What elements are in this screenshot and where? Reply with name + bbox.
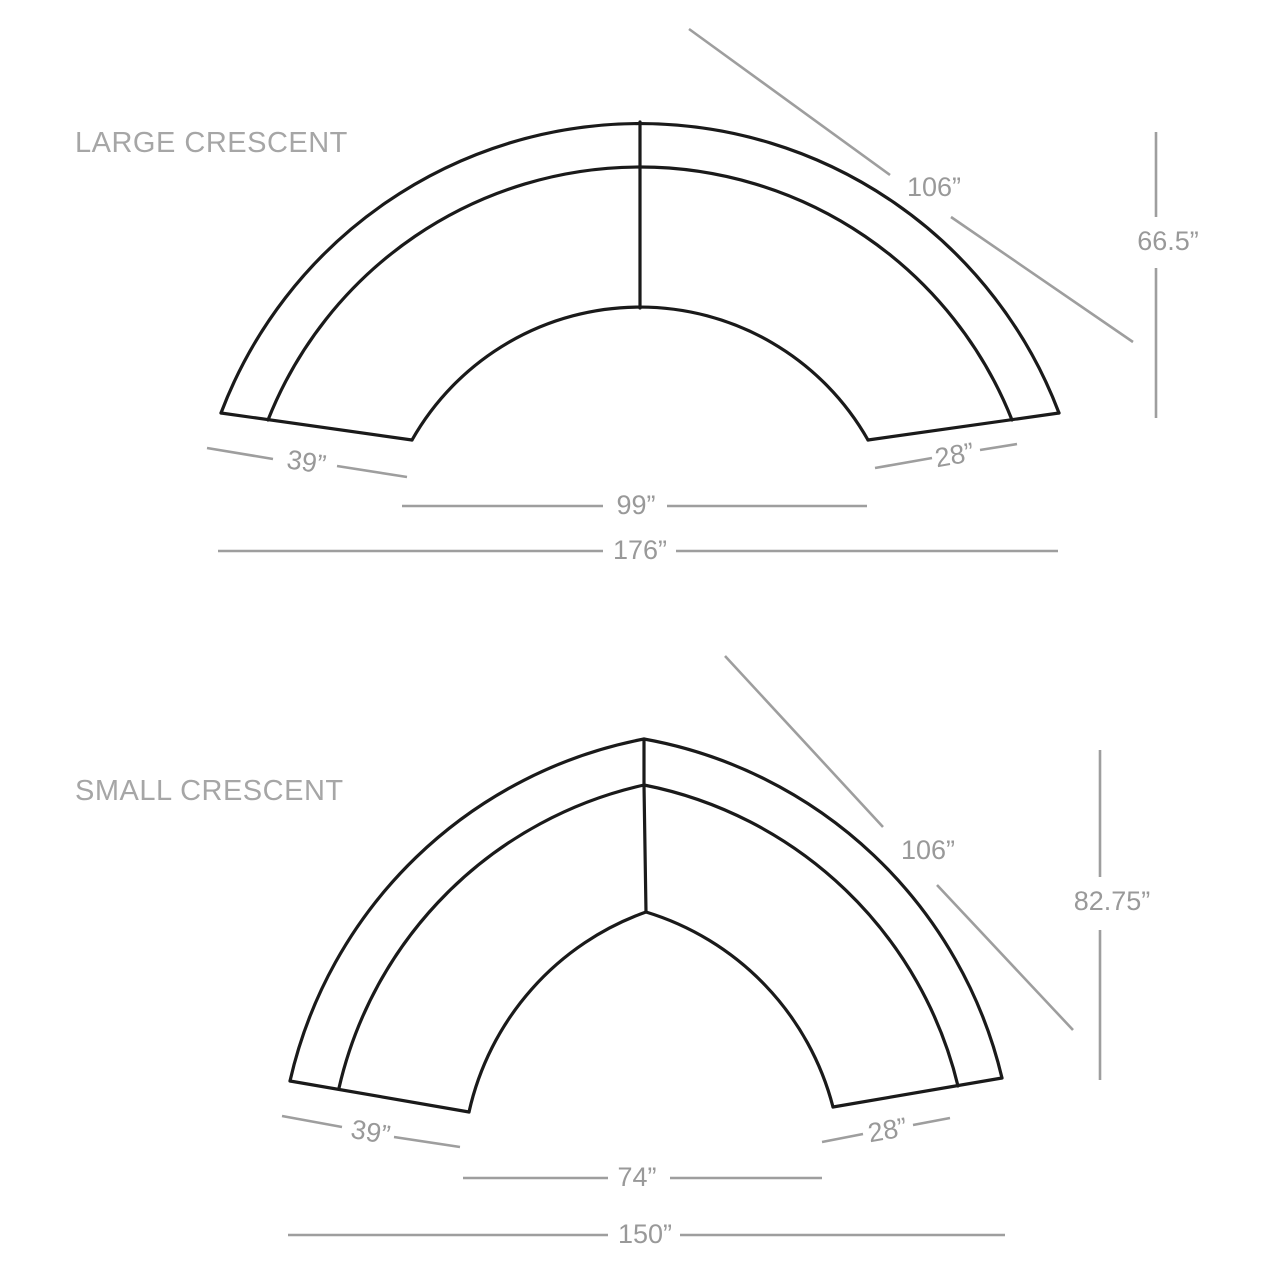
small-crescent-diagram (75, 656, 1150, 1249)
small-dim-inner-span (463, 1162, 822, 1192)
large-dim-left-line-2 (337, 466, 407, 477)
small-dim-back-arc-line-2 (937, 885, 1073, 1030)
small-dim-back-arc-label: 106” (900, 835, 956, 865)
large-crescent-outline (221, 122, 1059, 440)
small-right-end-edge (833, 1078, 1002, 1107)
large-dim-right-line-2 (980, 444, 1017, 450)
small-dim-inner-label: 74” (617, 1162, 657, 1192)
large-dim-depth-label: 66.5” (1137, 226, 1199, 256)
large-dim-right-section (875, 437, 1017, 473)
large-seat-front-arc (412, 307, 868, 440)
large-dim-back-arc-label: 106” (906, 172, 962, 202)
small-left-end-edge (290, 1081, 469, 1112)
large-dim-left-line-1 (207, 448, 273, 459)
small-dim-left-section (282, 1114, 460, 1150)
small-seat-front-arc (469, 912, 833, 1112)
small-dim-right-label: 28” (865, 1111, 910, 1149)
large-dim-depth (1137, 132, 1199, 418)
large-dim-overall-width (218, 535, 1058, 565)
large-dim-back-arc-line-1 (689, 29, 890, 175)
large-dim-right-label: 28” (932, 436, 977, 474)
small-dim-right-line-1 (822, 1134, 863, 1142)
small-dim-overall-width (288, 1219, 1005, 1249)
small-backrest-inner-arc (339, 785, 958, 1088)
large-dim-left-section (207, 444, 407, 480)
small-center-seam-line (644, 739, 646, 912)
large-dim-inner-span (402, 490, 867, 520)
large-dim-inner-label: 99” (616, 490, 656, 520)
small-dim-depth-label: 82.75” (1073, 886, 1151, 916)
large-crescent-diagram (75, 29, 1199, 565)
small-crescent-title: SMALL CRESCENT (75, 775, 344, 807)
small-dim-back-arc (725, 656, 1073, 1030)
small-dim-overall-label: 150” (617, 1219, 673, 1249)
large-dim-right-line-1 (875, 458, 932, 468)
small-dim-left-line-2 (394, 1137, 460, 1147)
small-crescent-outline (290, 739, 1002, 1112)
large-left-end-edge (221, 413, 412, 440)
small-dim-right-section (822, 1112, 950, 1148)
large-dim-left-label: 39” (284, 444, 329, 480)
small-dim-right-line-2 (913, 1118, 950, 1125)
small-dim-depth (1074, 750, 1151, 1080)
small-dim-left-label: 39” (348, 1113, 393, 1151)
large-right-end-edge (868, 413, 1059, 440)
small-dim-left-line-1 (282, 1116, 342, 1127)
large-dim-overall-label: 176” (612, 535, 668, 565)
large-crescent-title: LARGE CRESCENT (75, 127, 348, 159)
